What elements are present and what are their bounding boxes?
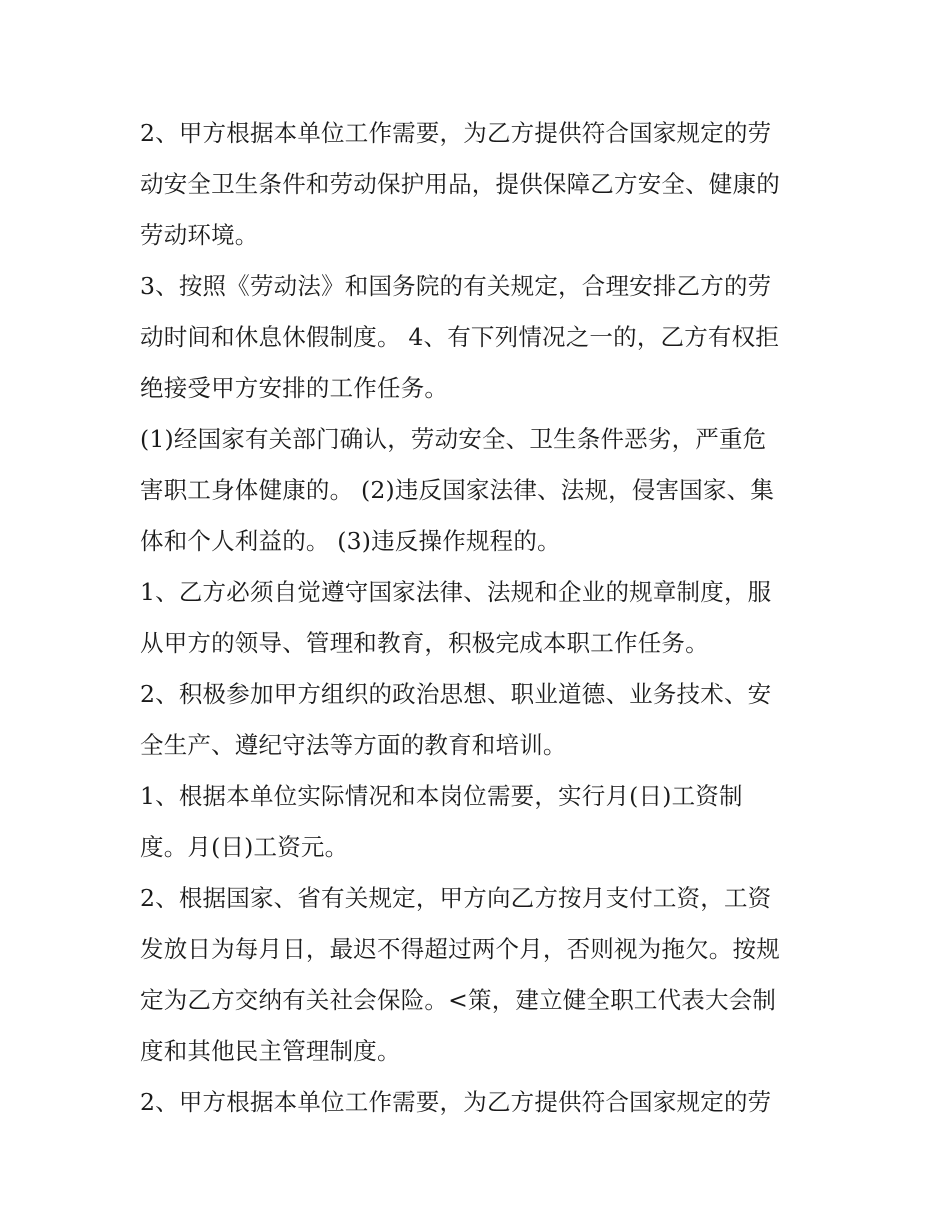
text-line: 发放日为每月日，最迟不得超过两个月，否则视为拖欠。按规 (140, 935, 780, 963)
text-line: 从甲方的领导、管理和教育，积极完成本职工作任务。 (140, 629, 709, 657)
text-line: 1、根据本单位实际情况和本岗位需要，实行月(日)工资制 (140, 782, 743, 810)
text-line: 体和个人利益的。 (3)违反操作规程的。 (140, 527, 561, 555)
text-line: 定为乙方交纳有关社会保险。<策，建立健全职工代表大会制 (140, 986, 777, 1014)
document-body (140, 108, 830, 1128)
text-line: 1、乙方必须自觉遵守国家法律、法规和企业的规章制度，服 (140, 578, 772, 606)
text-line: 2、积极参加甲方组织的政治思想、职业道德、业务技术、安 (140, 680, 772, 708)
text-line: 度和其他民主管理制度。 (140, 1037, 401, 1065)
text-line: 2、甲方根据本单位工作需要，为乙方提供符合国家规定的劳 (140, 119, 772, 147)
text-line: 害职工身体健康的。 (2)违反国家法律、法规，侵害国家、集 (140, 476, 775, 504)
text-line: 度。月(日)工资元。 (140, 833, 349, 861)
text-line: 3、按照《劳动法》和国务院的有关规定，合理安排乙方的劳 (140, 272, 772, 300)
text-line: 2、甲方根据本单位工作需要，为乙方提供符合国家规定的劳 (140, 1088, 772, 1116)
text-line: 劳动环境。 (140, 221, 259, 249)
text-line: (1)经国家有关部门确认，劳动安全、卫生条件恶劣，严重危 (140, 425, 767, 453)
text-line: 绝接受甲方安排的工作任务。 (140, 374, 449, 402)
text-line: 动安全卫生条件和劳动保护用品，提供保障乙方安全、健康的 (140, 170, 780, 198)
text-line: 动时间和休息休假制度。 4、有下列情况之一的，乙方有权拒 (140, 323, 780, 351)
text-line: 2、根据国家、省有关规定，甲方向乙方按月支付工资，工资 (140, 884, 772, 912)
text-line: 全生产、遵纪守法等方面的教育和培训。 (140, 731, 567, 759)
